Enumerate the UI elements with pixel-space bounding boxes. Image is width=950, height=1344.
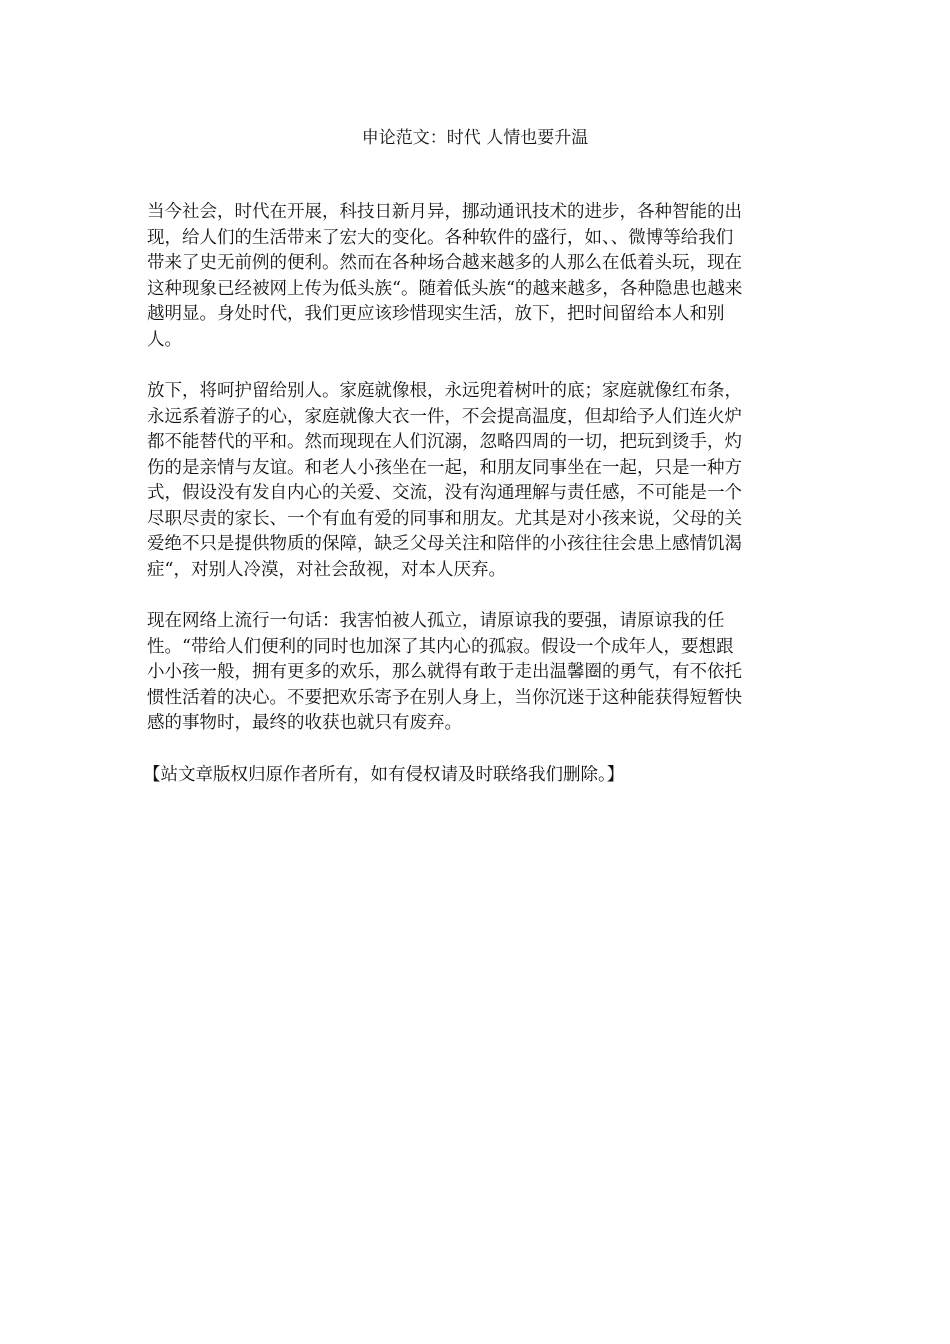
text-line: 尽职尽责的家长、一个有血有爱的同事和朋友。尤其是对小孩来说，父母的关 (147, 508, 742, 529)
text-line: 爱绝不只是提供物质的保障，缺乏父母关注和陪伴的小孩往往会患上感情饥渴 (147, 534, 742, 554)
text-line: 小小孩一般，拥有更多的欢乐，那么就得有敢于走出温馨圈的勇气，有不依托 (147, 662, 742, 682)
text-line: 惯性活着的决心。不要把欢乐寄予在别人身上，当你沉迷于这种能获得短暂快 (147, 687, 742, 708)
text-line: 放下，将呵护留给别人。家庭就像根，永远兜着树叶的底；家庭就像红布条， (147, 381, 742, 401)
page-title: 申论范文：时代 人情也要升温 (361, 128, 589, 148)
text-line: 现在网络上流行一句话：我害怕被人孤立，请原谅我的要强，请原谅我的任 (147, 611, 725, 631)
text-line: 都不能替代的平和。然而现现在人们沉溺，忽略四周的一切，把玩到烫手，灼 (147, 432, 742, 452)
text-line: 感的事物时，最终的收获也就只有废弃。 (147, 713, 462, 733)
text-line: 症“，对别人冷漠，对社会敌视，对本人厌弃。 (147, 559, 506, 580)
copyright-notice: 【站文章版权归原作者所有，如有侵权请及时联络我们删除。】 (143, 764, 625, 785)
paragraph-3 (147, 609, 803, 737)
text-line: 当今社会，时代在开展，科技日新月异，挪动通讯技术的进步，各种智能的出 (147, 202, 742, 222)
text-line: 这种现象已经被网上传为低头族“。随着低头族“的越来越多，各种隐患也越来 (147, 278, 743, 299)
text-line: 性。“带给人们便利的同时也加深了其内心的孤寂。假设一个成年人，要想跟 (147, 636, 734, 657)
text-line: 式，假设没有发自内心的关爱、交流，没有沟通理解与责任感，不可能是一个 (147, 483, 742, 503)
text-line: 人。 (147, 329, 182, 350)
text-line: 伤的是亲情与友谊。和老人小孩坐在一起，和朋友同事坐在一起，只是一种方 (147, 457, 742, 478)
paragraph-2 (147, 379, 803, 583)
text-line: 现，给人们的生活带来了宏大的变化。各种软件的盛行，如、、微博等给我们 (147, 227, 734, 248)
document-body (143, 200, 803, 788)
paragraph-1 (147, 200, 803, 353)
text-line: 带来了史无前例的便利。然而在各种场合越来越多的人那么在低着头玩，现在 (147, 253, 742, 273)
text-line: 越明显。身处时代，我们更应该珍惜现实生活，放下，把时间留给本人和别 (147, 304, 725, 324)
text-line: 永远系着游子的心，家庭就像大衣一件，不会提高温度，但却给予人们连火炉 (147, 406, 742, 427)
